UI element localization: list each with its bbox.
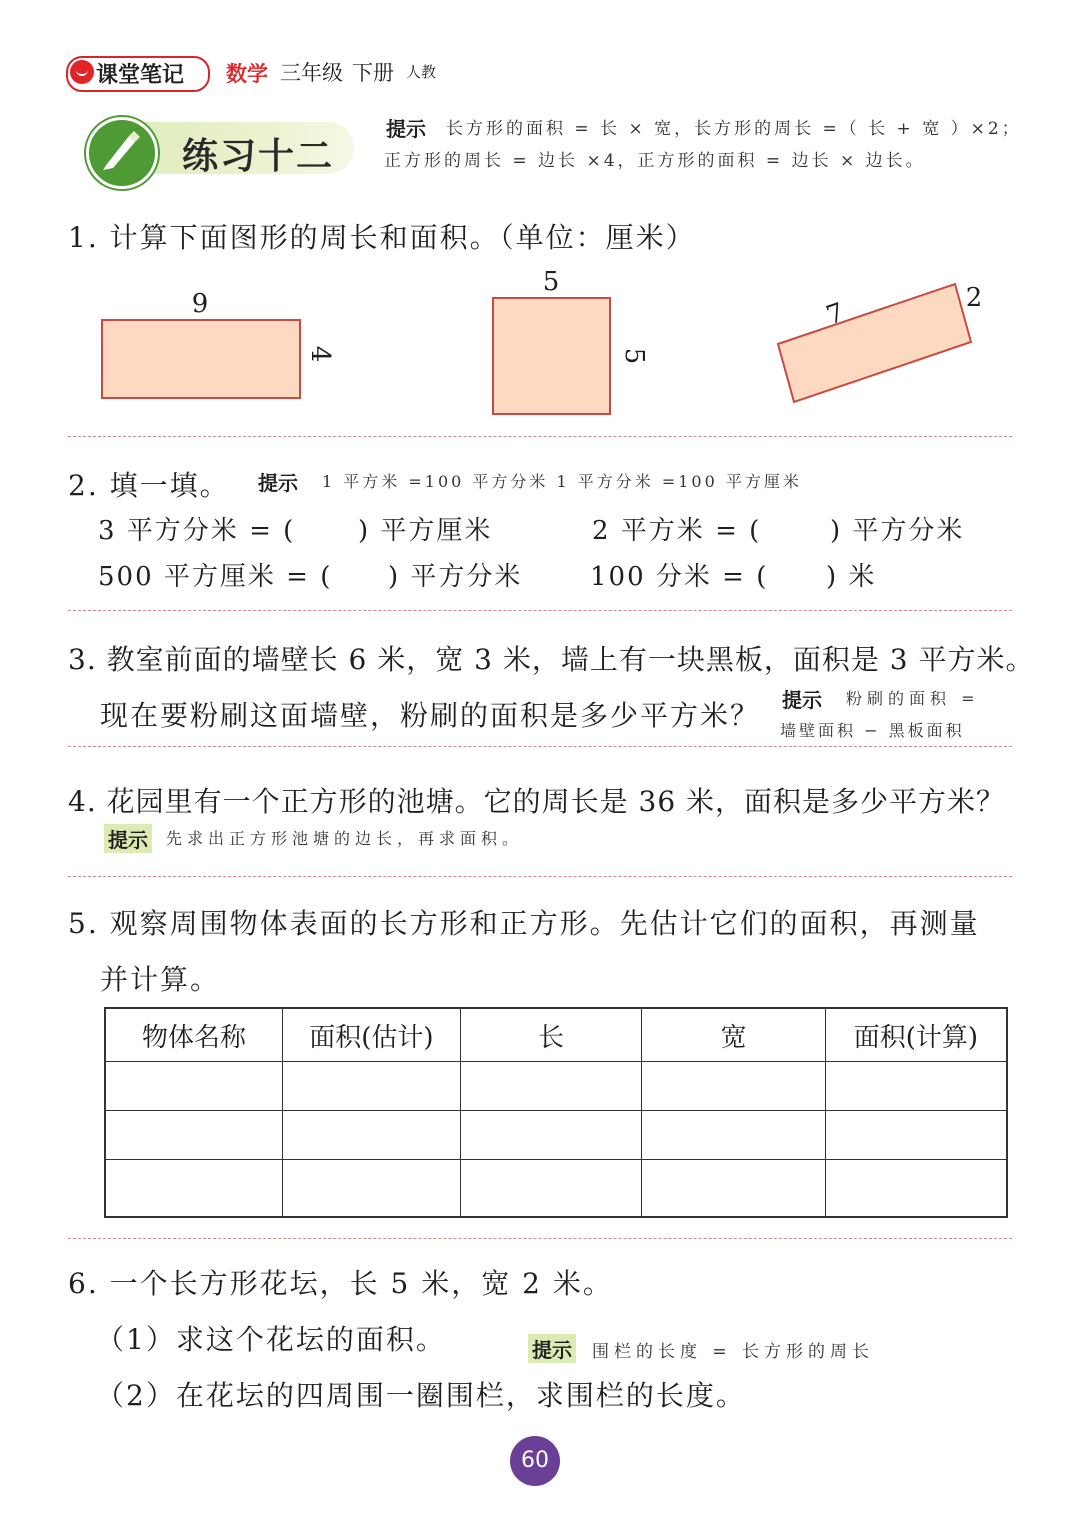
col-object-name: 物体名称 xyxy=(105,1008,283,1062)
subject-label: 数学 xyxy=(226,62,268,86)
divider xyxy=(68,436,1012,437)
table-cell[interactable] xyxy=(460,1160,642,1217)
table-cell[interactable] xyxy=(283,1111,461,1160)
question-4: 4. 花园里有一个正方形的池塘。它的周长是 36 米，面积是多少平方米？ xyxy=(68,785,1006,818)
rotated-rectangle-figure xyxy=(778,284,971,402)
question-5-line1: 5. 观察周围物体表面的长方形和正方形。先估计它们的面积，再测量 xyxy=(68,907,980,940)
exercise-title: 练习十二 xyxy=(182,136,335,177)
q3-tip-line1: 粉刷的面积 = xyxy=(846,689,980,708)
q4-tip: 先求出正方形池塘的边长，再求面积。 xyxy=(166,829,524,848)
col-length: 长 xyxy=(460,1008,642,1062)
question-6: 6. 一个长方形花坛，长 5 米，宽 2 米。 xyxy=(68,1267,613,1300)
fill-item-4-right: ) 米 xyxy=(826,562,877,592)
col-area-estimate: 面积(估计) xyxy=(283,1008,461,1062)
divider xyxy=(68,876,1012,877)
table-row xyxy=(105,1111,1007,1160)
table-cell[interactable] xyxy=(283,1160,461,1217)
formula-tip-line2: 正方形的周长 = 边长 ×4，正方形的面积 = 边长 × 边长。 xyxy=(384,151,926,171)
fill-item-4-left: 100 分米 = ( xyxy=(590,562,769,592)
question-1: 1. 计算下面图形的周长和面积。（单位：厘米） xyxy=(68,221,696,254)
table-cell[interactable] xyxy=(460,1062,642,1111)
fill-item-2-right: ) 平方分米 xyxy=(830,516,965,546)
rectangle-figure xyxy=(102,320,300,398)
q6-tip-label: 提示 xyxy=(528,1334,576,1363)
table-cell[interactable] xyxy=(460,1111,642,1160)
q3-tip-line2: 墙壁面积 − 黑板面积 xyxy=(780,721,965,740)
fill-item-2-left: 2 平方米 = ( xyxy=(592,516,762,546)
volume-label: 下册 xyxy=(352,61,394,85)
tip-label: 提示 xyxy=(386,117,426,141)
table-cell[interactable] xyxy=(105,1062,283,1111)
table-cell[interactable] xyxy=(105,1111,283,1160)
question-5-line2: 并计算。 xyxy=(100,963,221,996)
rotated-width-label: 2 xyxy=(965,283,983,313)
table-cell[interactable] xyxy=(642,1111,826,1160)
measurement-table xyxy=(104,1007,1008,1218)
square-top-label: 5 xyxy=(542,267,560,297)
table-cell[interactable] xyxy=(642,1062,826,1111)
question-3-line1: 3. 教室前面的墙壁长 6 米，宽 3 米，墙上有一块黑板，面积是 3 平方米。 xyxy=(68,643,1035,676)
divider xyxy=(68,610,1012,611)
table-cell[interactable] xyxy=(825,1160,1007,1217)
page-number: 60 xyxy=(510,1436,560,1486)
publisher-label: 人教 xyxy=(406,63,437,81)
brand-title: 课堂笔记 xyxy=(96,63,185,88)
q4-tip-label: 提示 xyxy=(104,824,152,853)
col-area-calculated: 面积(计算) xyxy=(825,1008,1007,1062)
table-cell[interactable] xyxy=(105,1160,283,1217)
table-cell[interactable] xyxy=(825,1111,1007,1160)
rect-width-label: 4 xyxy=(305,345,335,363)
table-cell[interactable] xyxy=(825,1062,1007,1111)
divider xyxy=(68,746,1012,747)
table-row xyxy=(105,1160,1007,1217)
question-2: 2. 填一填。 xyxy=(68,469,230,502)
q1-figures xyxy=(0,260,1080,430)
q2-tip: 1 平方米 =100 平方分米 1 平方分米 =100 平方厘米 xyxy=(322,472,802,491)
fill-item-1-left: 3 平方分米 = ( xyxy=(98,516,296,546)
rect-length-label: 9 xyxy=(191,289,209,319)
fill-item-3-left: 500 平方厘米 = ( xyxy=(98,562,333,592)
table-row xyxy=(105,1062,1007,1111)
table-header-row xyxy=(105,1008,1007,1062)
formula-tip-line1: 长方形的面积 = 长 × 宽，长方形的周长 =（ 长 + 宽 ）×2； xyxy=(446,119,1022,139)
square-side-label: 5 xyxy=(619,347,649,365)
q3-tip-label: 提示 xyxy=(782,688,822,712)
rotated-length-label: 7 xyxy=(822,297,849,332)
square-figure xyxy=(493,298,610,414)
fill-item-3-right: ) 平方分米 xyxy=(388,562,523,592)
table-cell[interactable] xyxy=(283,1062,461,1111)
divider xyxy=(68,1238,1012,1239)
fill-item-1-right: ) 平方厘米 xyxy=(358,516,493,546)
q6-tip: 围栏的长度 = 长方形的周长 xyxy=(592,1342,875,1362)
col-width: 宽 xyxy=(642,1008,826,1062)
pen-badge xyxy=(86,117,158,189)
table-cell[interactable] xyxy=(642,1160,826,1217)
q2-tip-label: 提示 xyxy=(258,471,298,495)
question-6-part1: （1）求这个花坛的面积。 xyxy=(96,1323,446,1356)
question-3-line2: 现在要粉刷这面墙壁，粉刷的面积是多少平方米？ xyxy=(100,699,761,732)
smile-icon xyxy=(70,60,94,84)
question-6-part2: （2）在花坛的四周围一圈围栏，求围栏的长度。 xyxy=(96,1379,746,1412)
grade-label: 三年级 xyxy=(280,61,343,85)
pen-icon xyxy=(89,120,149,180)
